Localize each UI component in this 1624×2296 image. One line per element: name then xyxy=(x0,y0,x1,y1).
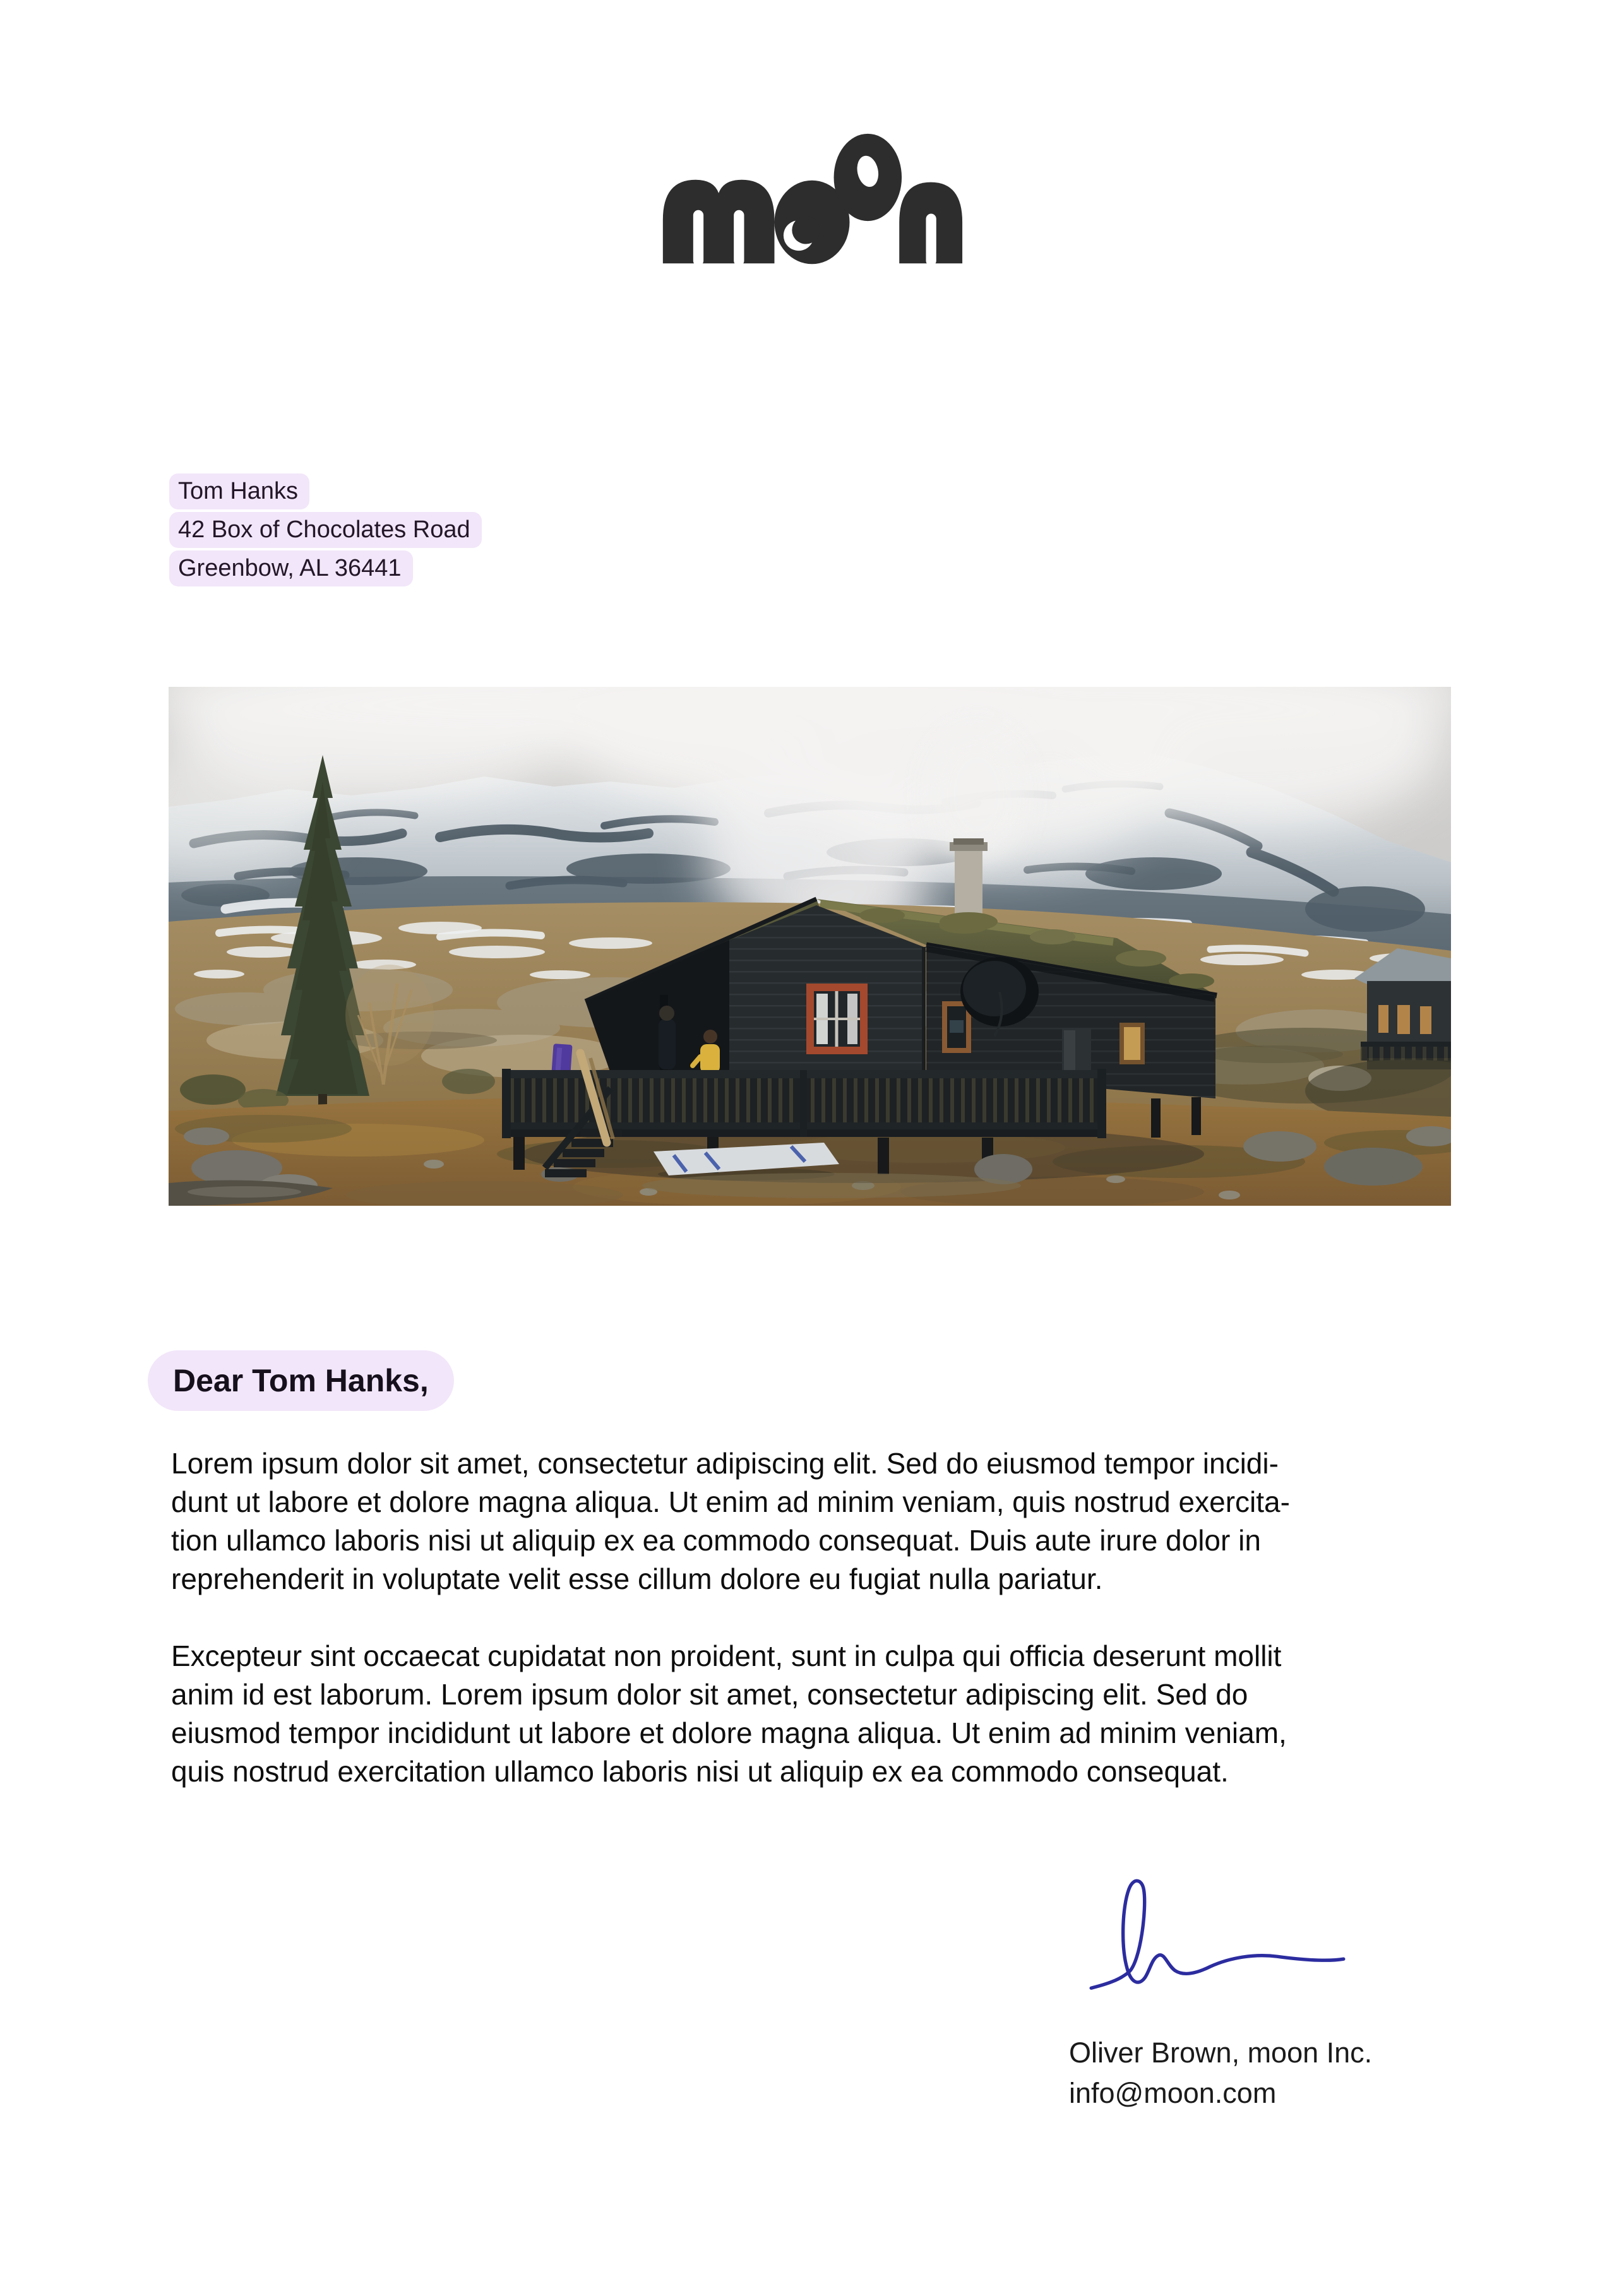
front-window xyxy=(806,984,868,1054)
signature-name: Oliver Brown, moon Inc. xyxy=(1069,2037,1373,2069)
paragraph-line: Excepteur sint occaecat cupidatat non proident, sunt in culpa qui officia deserunt mollit xyxy=(171,1639,1282,1672)
leaning-panels xyxy=(1062,1028,1091,1074)
cabin-photo xyxy=(169,687,1451,1206)
moon-logo xyxy=(654,131,970,268)
paragraph-line: dunt ut labore et dolore magna aliqua. Ut enim ad minim veniam, quis nostrud exercita- xyxy=(171,1485,1290,1518)
paragraph-2 xyxy=(171,1637,1290,1791)
paragraph-line: quis nostrud exercitation ullamco laboris nisi ut aliquip ex ea commodo consequat. xyxy=(171,1755,1229,1788)
recipient-city: Greenbow, AL 36441 xyxy=(169,550,413,586)
chimney xyxy=(950,838,988,922)
recipient-name: Tom Hanks xyxy=(169,473,309,509)
crescent-moon-icon xyxy=(792,216,820,244)
recipient-address xyxy=(169,473,482,589)
paragraph-line: eiusmod tempor incididunt ut labore et dolore magna aliqua. Ut enim ad minim veniam, xyxy=(171,1716,1287,1749)
paragraph-line: tion ullamco laboris nisi ut aliquip ex ea commodo consequat. Duis aute irure dolor in xyxy=(171,1524,1261,1557)
cabin-photo-illustration xyxy=(169,687,1451,1206)
paragraph-line: reprehenderit in voluptate velit esse cillum dolore eu fugiat nulla pariatur. xyxy=(171,1562,1103,1595)
greeting: Dear Tom Hanks, xyxy=(148,1350,454,1411)
ground-scuff xyxy=(642,1173,1021,1198)
pond-reflection xyxy=(188,1186,301,1198)
person-dark xyxy=(659,1006,676,1069)
paragraph-1 xyxy=(171,1444,1290,1598)
paragraph-line: Lorem ipsum dolor sit amet, consectetur adipiscing elit. Sed do eiusmod tempor incidi- xyxy=(171,1447,1279,1480)
signature-scribble xyxy=(1087,1874,1347,1994)
paragraph-line: anim id est laborum. Lorem ipsum dolor sit amet, consectetur adipiscing elit. Sed do xyxy=(171,1678,1248,1711)
signature-email: info@moon.com xyxy=(1069,2077,1277,2109)
letter-body xyxy=(171,1444,1290,1791)
recipient-street: 42 Box of Chocolates Road xyxy=(169,512,482,548)
lit-window xyxy=(1119,1023,1145,1064)
